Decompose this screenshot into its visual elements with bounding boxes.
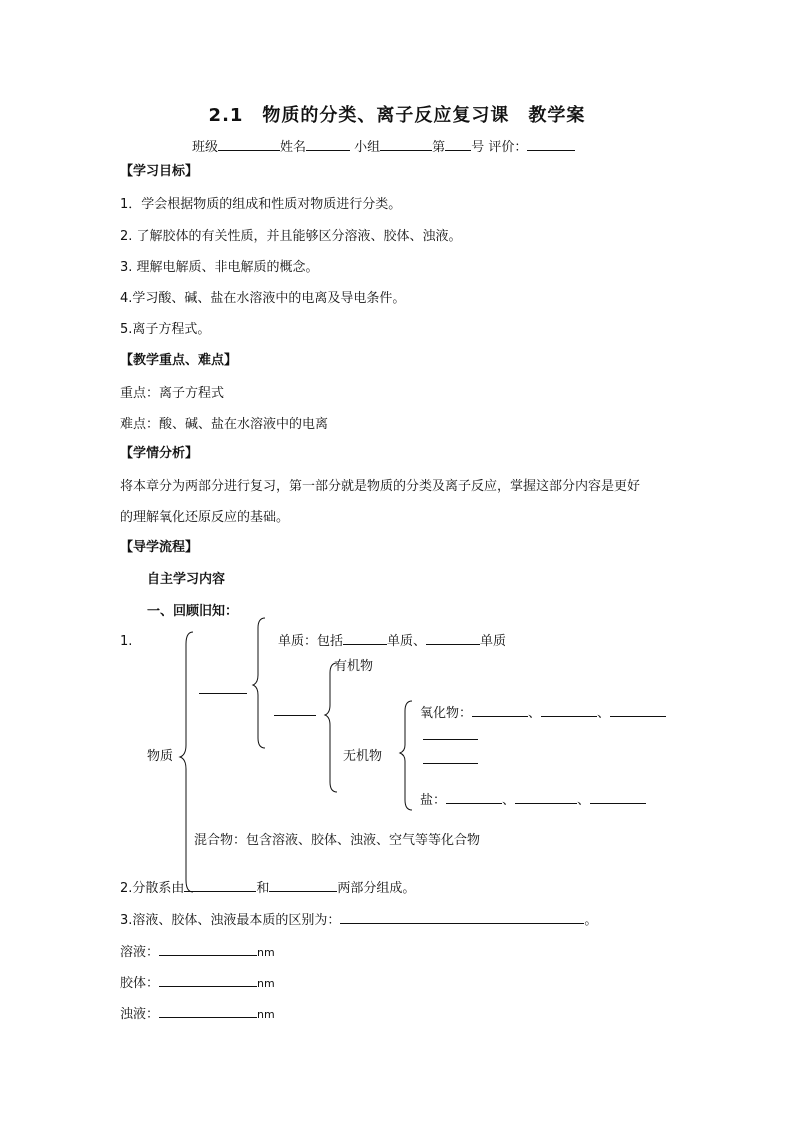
solution-unit: nm — [257, 946, 275, 959]
simple-blank-2[interactable] — [426, 632, 480, 645]
analysis-heading: 【学情分析】 — [120, 446, 199, 461]
suspension-blank[interactable] — [159, 1005, 257, 1018]
pure-substance-brace — [253, 618, 265, 748]
compound-blank[interactable] — [274, 715, 316, 716]
pure-substance-blank[interactable] — [199, 693, 247, 694]
number-suffix: 号 — [471, 140, 485, 155]
number-label: 第 — [432, 140, 446, 155]
difficulty-point: 难点：酸、碱、盐在水溶液中的电离 — [120, 417, 329, 432]
oxide-blank-1[interactable] — [472, 704, 528, 717]
oxide-line — [420, 704, 666, 722]
mixture-label: 混合物：包含溶液、胶体、浊液、空气等等化合物 — [194, 833, 481, 848]
q3-end: 。 — [584, 913, 598, 928]
guide-heading: 【导学流程】 — [120, 540, 199, 555]
question-3 — [120, 911, 597, 929]
salt-sep-1: 、 — [502, 793, 516, 808]
oxide-label: 氧化物： — [420, 706, 473, 721]
simple-blank-1[interactable] — [343, 632, 387, 645]
salt-sep-2: 、 — [577, 793, 591, 808]
simple-substance-suffix: 单质 — [480, 634, 507, 649]
evaluation-label: 评价： — [484, 140, 528, 155]
solution-row — [120, 943, 275, 961]
group-label: 小组 — [350, 140, 381, 155]
goal-item-5: 5.离子方程式。 — [120, 322, 211, 337]
colloid-blank[interactable] — [159, 974, 257, 987]
simple-substance-prefix: 单质：包括 — [278, 634, 344, 649]
simple-substance-line — [278, 632, 506, 650]
key-point: 重点：离子方程式 — [120, 386, 225, 401]
goals-heading: 【学习目标】 — [120, 164, 199, 179]
key-points-heading: 【教学重点、难点】 — [120, 353, 238, 368]
solution-blank[interactable] — [159, 943, 257, 956]
salt-label: 盐： — [420, 793, 447, 808]
review-heading: 一、回顾旧知： — [147, 604, 239, 619]
matter-label: 物质 — [147, 749, 174, 764]
base-blank[interactable] — [423, 763, 478, 764]
goal-item-3: 3. 理解电解质、非电解质的概念。 — [120, 260, 319, 275]
suspension-label: 浊液： — [120, 1007, 160, 1022]
colloid-label: 胶体： — [120, 976, 160, 991]
salt-blank-1[interactable] — [446, 791, 502, 804]
q2-blank-1[interactable] — [184, 879, 256, 892]
q2-prefix: 2.分散系由 — [120, 881, 185, 896]
suspension-unit: nm — [257, 1008, 275, 1021]
salt-blank-2[interactable] — [515, 791, 577, 804]
class-label: 班级 — [192, 140, 219, 155]
analysis-line-1: 将本章分为两部分进行复习，第一部分就是物质的分类及离子反应，掌握这部分内容是更好 — [120, 479, 641, 494]
oxide-blank-2[interactable] — [541, 704, 597, 717]
organic-label: 有机物 — [334, 659, 374, 674]
solution-label: 溶液： — [120, 945, 160, 960]
salt-line — [420, 791, 646, 809]
oxide-sep-1: 、 — [528, 706, 542, 721]
q2-blank-2[interactable] — [269, 879, 337, 892]
colloid-unit: nm — [257, 977, 275, 990]
suspension-row — [120, 1005, 275, 1023]
oxide-sep-2: 、 — [597, 706, 611, 721]
name-label: 姓名 — [280, 140, 307, 155]
inorganic-label: 无机物 — [343, 749, 383, 764]
self-study-heading: 自主学习内容 — [147, 572, 226, 587]
q2-suffix: 两部分组成。 — [337, 881, 416, 896]
analysis-line-2: 的理解氧化还原反应的基础。 — [120, 510, 290, 525]
goal-item-4: 4.学习酸、碱、盐在水溶液中的电离及导电条件。 — [120, 291, 406, 306]
acid-blank[interactable] — [423, 739, 478, 740]
oxide-blank-3[interactable] — [610, 704, 666, 717]
inorganic-brace — [400, 701, 412, 810]
q3-blank[interactable] — [340, 911, 584, 924]
diagram-number: 1. — [120, 634, 133, 649]
goal-item-2: 2. 了解胶体的有关性质，并且能够区分溶液、胶体、浊液。 — [120, 229, 462, 244]
q3-text: 3.溶液、胶体、浊液最本质的区别为： — [120, 913, 341, 928]
colloid-row — [120, 974, 275, 992]
q2-mid: 和 — [256, 881, 270, 896]
salt-blank-3[interactable] — [590, 791, 646, 804]
simple-substance-mid: 单质、 — [387, 634, 427, 649]
page-title: 2.1 物质的分类、离子反应复习课 教学案 — [208, 105, 586, 126]
compound-brace — [325, 663, 337, 792]
question-2 — [120, 879, 415, 897]
matter-brace — [180, 632, 193, 892]
goal-item-1: 1．学会根据物质的组成和性质对物质进行分类。 — [120, 197, 402, 212]
